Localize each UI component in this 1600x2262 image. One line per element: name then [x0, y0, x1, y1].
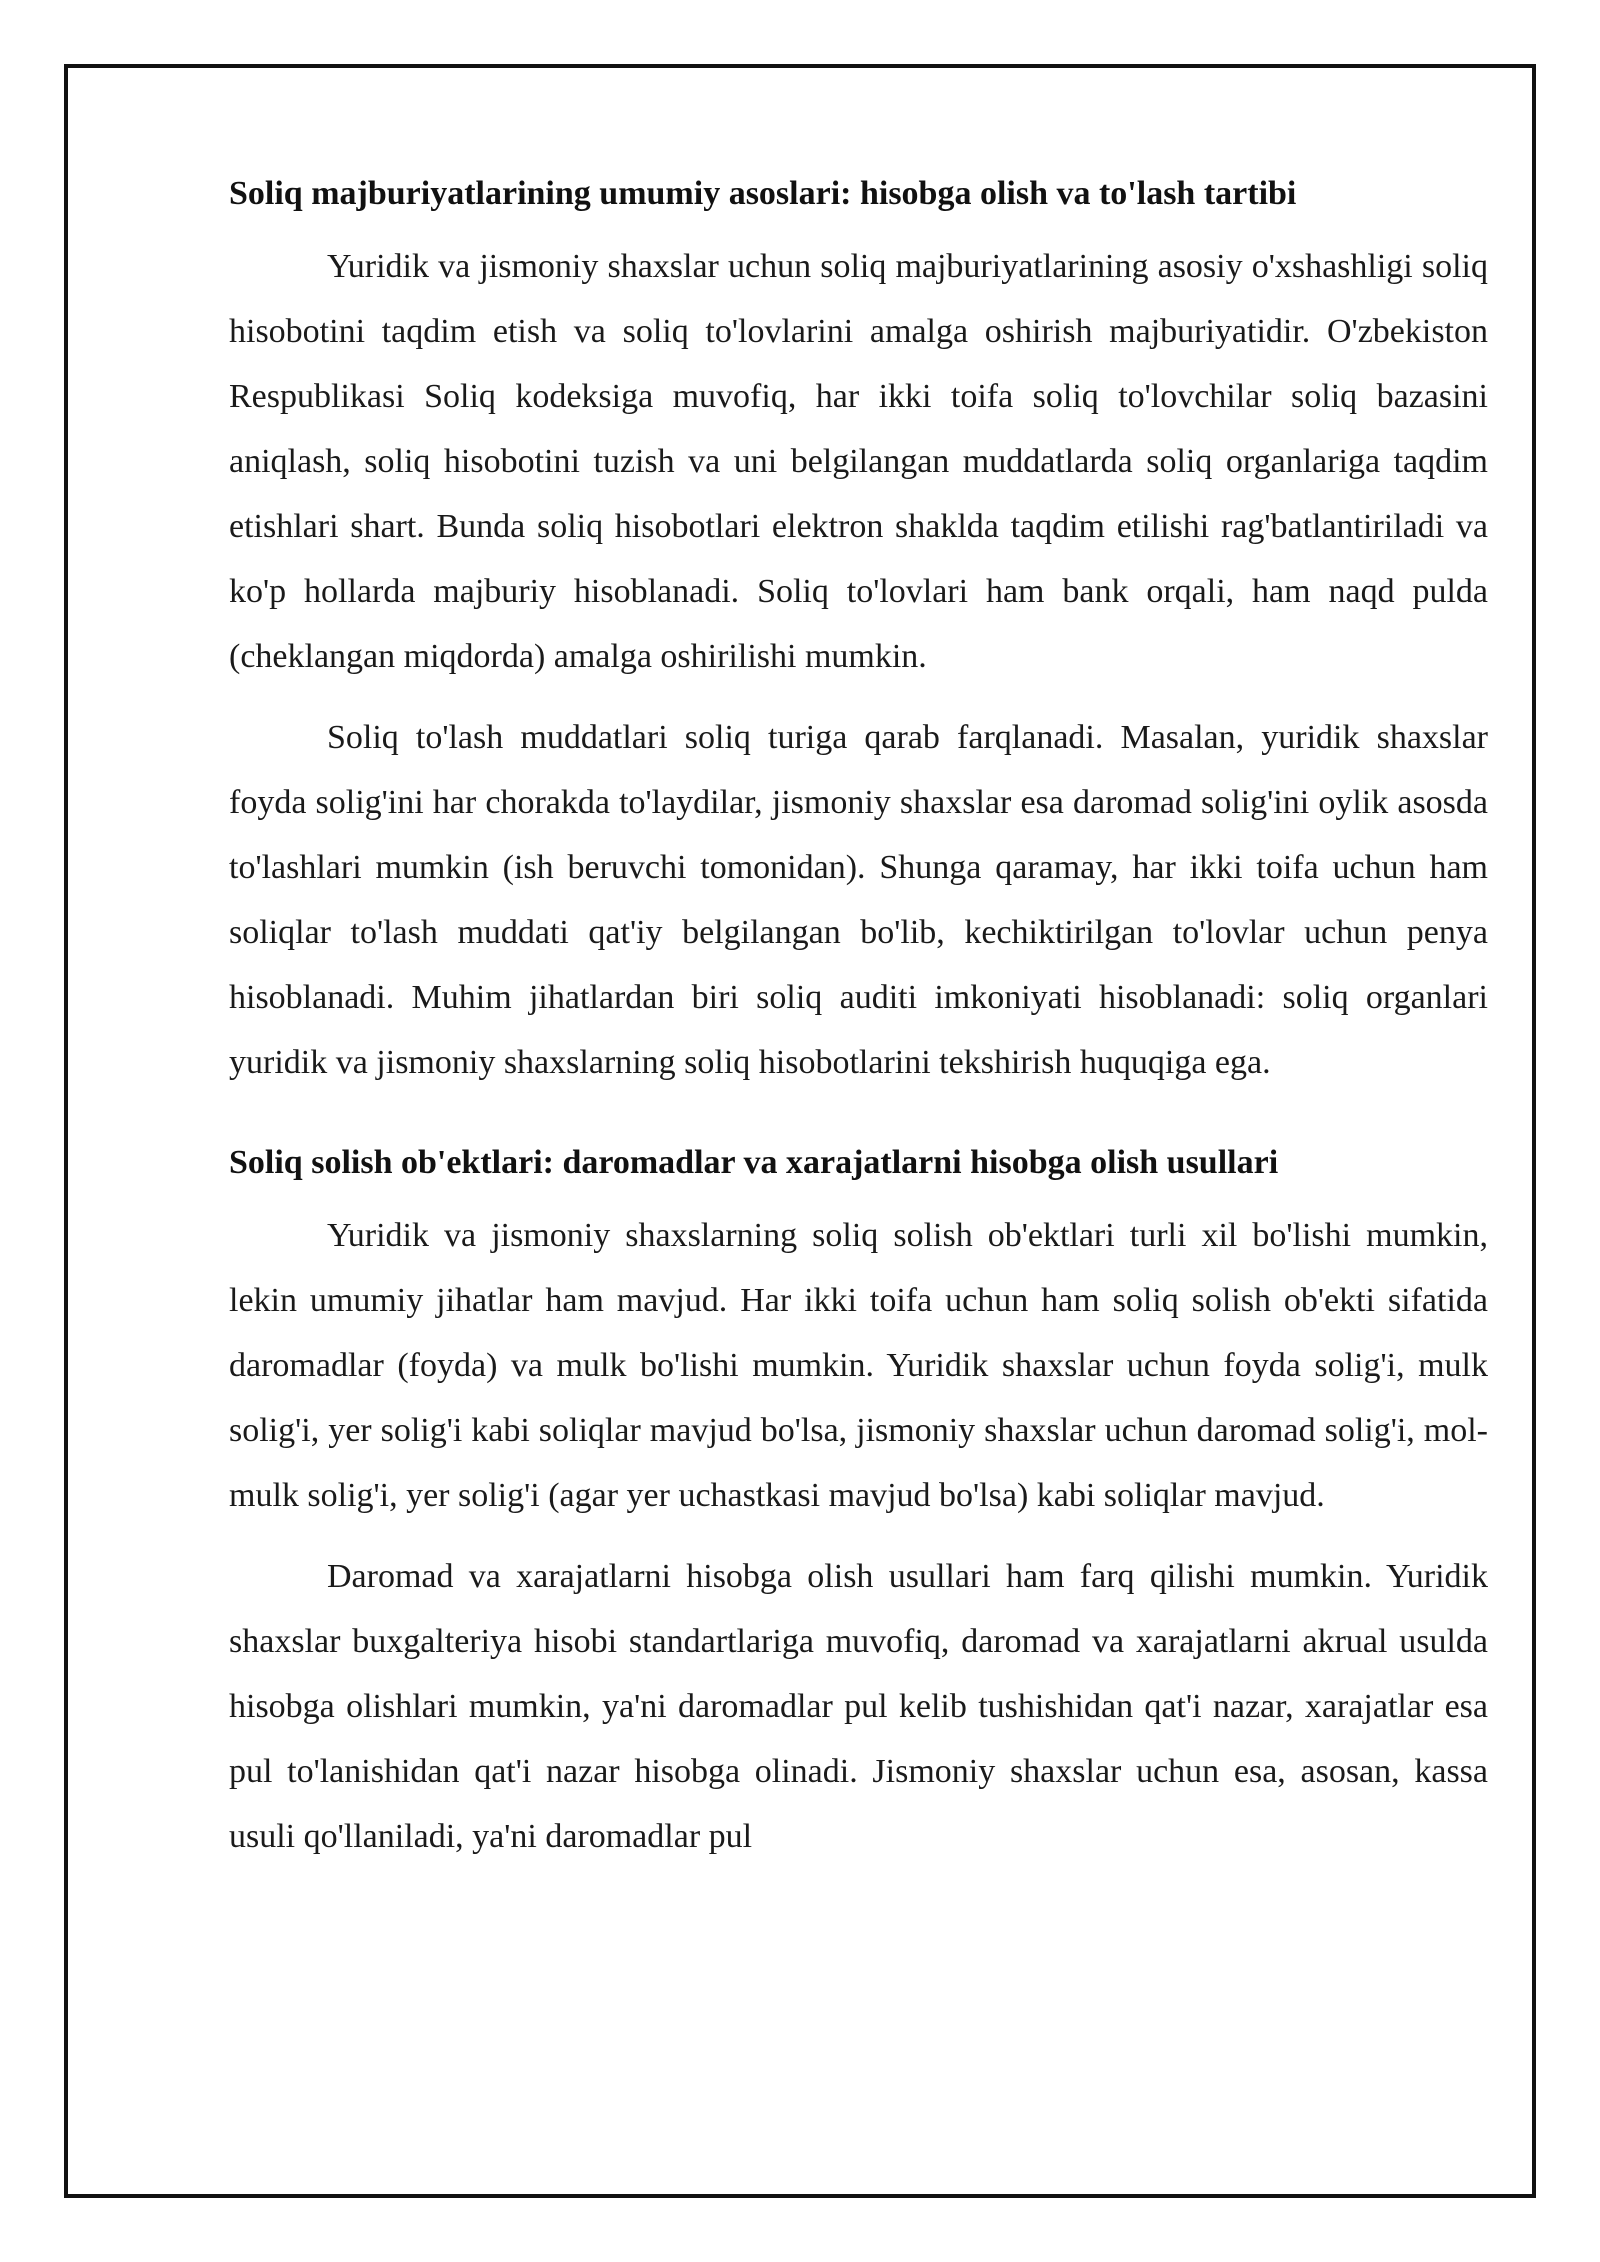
paragraph: Yuridik va jismoniy shaxslarning soliq solish ob'ektlari turli xil bo'lishi mumkin, lekin umumiy jihatlar ham mavjud. Har ikki toifa uchun ham soliq solish ob'ekti sifatida daromadlar (foyda) va mulk bo'lishi mumkin. Yuridik shaxslar uchun foyda solig'i, mulk solig'i, yer solig'i kabi soliqlar mavjud bo'lsa, jismoniy shaxslar uchun daromad solig'i, mol-mulk solig'i, yer solig'i (agar yer uchastkasi mavjud bo'lsa) kabi soliqlar mavjud.	[229, 1217, 1488, 1514]
section-heading-taxable-objects: Soliq solish ob'ektlari: daromadlar va xarajatlarni hisobga olish usullari	[229, 1144, 1279, 1181]
paragraph: Soliq to'lash muddatlari soliq turiga qarab farqlanadi. Masalan, yuridik shaxslar foyda solig'ini har chorakda to'laydilar, jismoniy shaxslar esa daromad solig'ini oylik asosda to'lashlari mumkin (ish beruvchi tomonidan). Shunga qaramay, har ikki toifa uchun ham soliqlar to'lash muddati qat'iy belgilangan bo'lib, kechiktirilgan to'lovlar uchun penya hisoblanadi. Muhim jihatlardan biri soliq auditi imkoniyati hisoblanadi: soliq organlari yuridik va jismoniy shaxslarning soliq hisobotlarini tekshirish huquqiga ega.	[229, 719, 1488, 1081]
paragraph: Daromad va xarajatlarni hisobga olish usullari ham farq qilishi mumkin. Yuridik shaxslar buxgalteriya hisobi standartlariga muvofiq, daromad va xarajatlarni akrual usulda hisobga olishlari mumkin, ya'ni daromadlar pul kelib tushishidan qat'i nazar, xarajatlar esa pul to'lanishidan qat'i nazar hisobga olinadi. Jismoniy shaxslar uchun esa, asosan, kassa usuli qo'llaniladi, ya'ni daromadlar pul	[229, 1558, 1488, 1855]
document-body	[229, 170, 1488, 1885]
section-heading-tax-obligations: Soliq majburiyatlarining umumiy asoslari: hisobga olish va to'lash tartibi	[229, 175, 1297, 212]
paragraph: Yuridik va jismoniy shaxslar uchun soliq majburiyatlarining asosiy o'xshashligi soliq hisobotini taqdim etish va soliq to'lovlarini amalga oshirish majburiyatidir. O'zbekiston Respublikasi Soliq kodeksiga muvofiq, har ikki toifa soliq to'lovchilar soliq bazasini aniqlash, soliq hisobotini tuzish va uni belgilangan muddatlarda soliq organlariga taqdim etishlari shart. Bunda soliq hisobotlari elektron shaklda taqdim etilishi rag'batlantiriladi va ko'p hollarda majburiy hisoblanadi. Soliq to'lovlari ham bank orqali, ham naqd pulda (cheklangan miqdorda) amalga oshirilishi mumkin.	[229, 248, 1488, 675]
